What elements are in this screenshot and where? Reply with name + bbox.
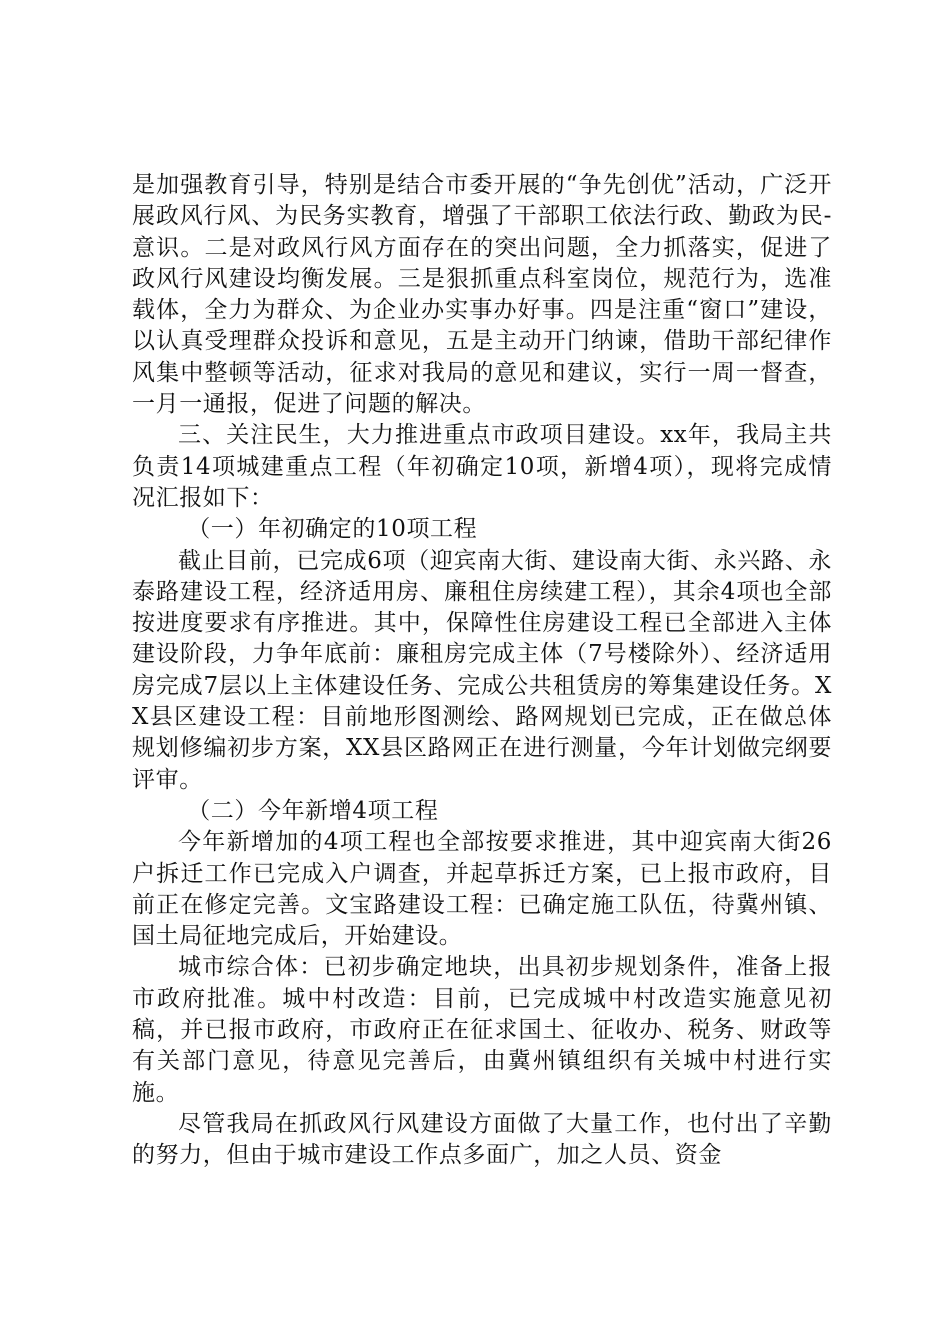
paragraph-summary: 尽管我局在抓政风行风建设方面做了大量工作，也付出了辛勤的努力，但由于城市建设工作点多面广，加之人员、资金 [132, 1110, 832, 1169]
paragraph-urban-complex: 城市综合体：已初步确定地块，出具初步规划条件，准备上报市政府批准。城中村改造：目前，已完成城中村改造实施意见初稿，并已报市政府，市政府正在征求国土、征收办、税务、财政等有关部门意见，待意见完善后，由冀州镇组织有关城中村进行实施。 [132, 954, 832, 1106]
paragraph-section-three: 三、关注民生，大力推进重点市政项目建设。xx年，我局主共负责14项城建重点工程（年初确定10项，新增4项），现将完成情况汇报如下： [132, 422, 832, 511]
paragraph-education: 是加强教育引导，特别是结合市委开展的“争先创优”活动，广泛开展政风行风、为民务实教育，增强了干部职工依法行政、勤政为民-意识。二是对政风行风方面存在的突出问题，全力抓落实，促进了政风行风建设均衡发展。三是狠抓重点科室岗位，规范行为，选准载体，全力为群众、为企业办实事办好事。四是注重“窗口”建设，以认真受理群众投诉和意见，五是主动开门纳谏，借助干部纪律作风集中整顿等活动，征求对我局的意见和建议，实行一周一督查，一月一通报，促进了问题的解决。 [132, 172, 832, 418]
subheading-new-projects: （二）今年新增4项工程 [187, 797, 439, 824]
paragraph-new-projects: 今年新增加的4项工程也全部按要求推进，其中迎宾南大街26户拆迁工作已完成入户调查，并起草拆迁方案，已上报市政府，目前正在修定完善。文宝路建设工程：已确定施工队伍，待冀州镇、国土局征地完成后，开始建设。 [132, 829, 832, 950]
paragraph-initial-projects: 截止目前，已完成6项（迎宾南大街、建设南大街、永兴路、永泰路建设工程，经济适用房、廉租住房续建工程），其余4项也全部按进度要求有序推进。其中，保障性住房建设工程已全部进入主体建设阶段，力争年底前：廉租房完成主体（7号楼除外）、经济适用房完成7层以上主体建设任务、完成公共租赁房的筹集建设任务。XX县区建设工程：目前地形图测绘、路网规划已完成，正在做总体规划修编初步方案，XX县区路网正在进行测量，今年计划做完纲要评审。 [132, 547, 832, 793]
document-body [132, 170, 832, 1172]
subheading-initial-projects: （一）年初确定的10项工程 [187, 516, 478, 543]
